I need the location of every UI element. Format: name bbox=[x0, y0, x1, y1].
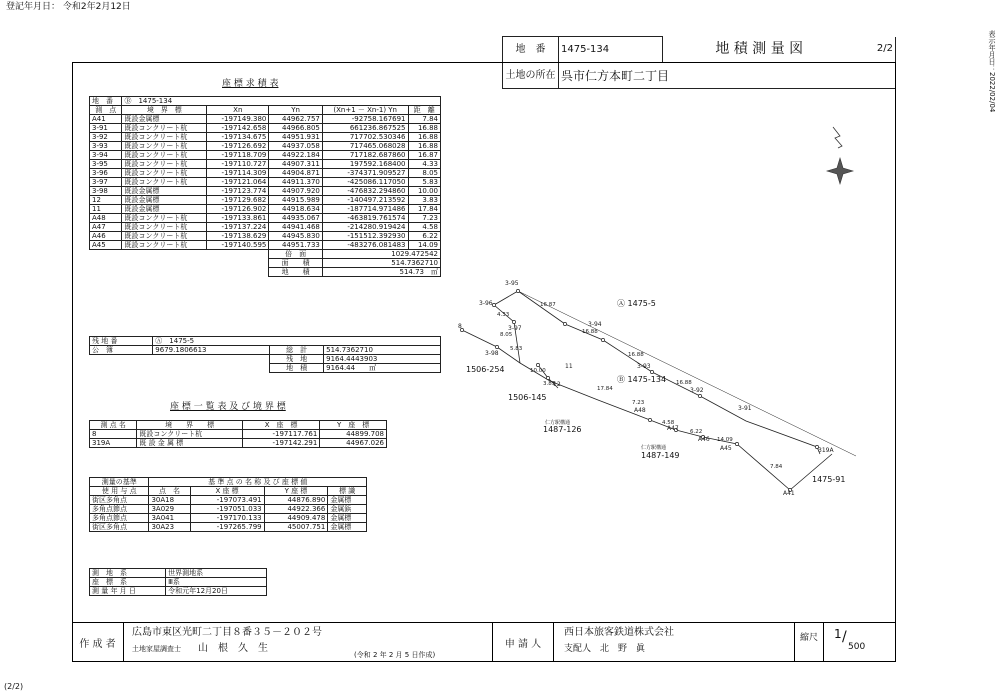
table-cell: -483276.081483 bbox=[322, 241, 408, 250]
table-cell: 717182.687860 bbox=[322, 151, 408, 160]
parcel-label: Ⓐ 1475-5 bbox=[617, 299, 656, 308]
applicant-label: 申 請 人 bbox=[492, 622, 554, 662]
table-cell: -476832.294860 bbox=[322, 187, 408, 196]
table-cell: -425086.117050 bbox=[322, 178, 408, 187]
table-cell: 3A041 bbox=[149, 514, 190, 523]
table-cell: -197123.774 bbox=[207, 187, 269, 196]
table-cell: -197073.491 bbox=[190, 496, 264, 505]
remain-area: 9164.4443903 bbox=[324, 355, 441, 364]
table-cell: 7.84 bbox=[408, 115, 440, 124]
survey-map bbox=[440, 110, 890, 510]
side-stamp: 表示年月日：2022/02/04 bbox=[988, 30, 996, 113]
distance-label: 3.83 bbox=[543, 381, 556, 387]
table-row bbox=[90, 187, 441, 196]
table-cell: -151512.392930 bbox=[322, 232, 408, 241]
table-row bbox=[90, 430, 387, 439]
page-number: 2/2 bbox=[856, 37, 896, 63]
table-cell: -187714.971486 bbox=[322, 205, 408, 214]
table-row bbox=[90, 196, 441, 205]
table-cell: 世界測地系 bbox=[166, 569, 267, 578]
survey-point-marker bbox=[563, 322, 566, 325]
registration-date: 登記年月日： 令和2年2月12日 bbox=[6, 2, 131, 12]
lot-label: 地 番 bbox=[503, 37, 559, 63]
point-label: 3-93 bbox=[637, 363, 651, 370]
table-cell: 3-92 bbox=[90, 133, 122, 142]
table-row bbox=[90, 169, 441, 178]
distance-label: 16.87 bbox=[540, 302, 556, 308]
table-cell: Ⅲ系 bbox=[166, 578, 267, 587]
column-header: Y 座 標 bbox=[320, 421, 387, 430]
table-row bbox=[90, 587, 267, 596]
column-header: 測 点 bbox=[90, 106, 122, 115]
table-cell: 既設コンクリート杭 bbox=[122, 160, 207, 169]
table-cell: 8.05 bbox=[408, 169, 440, 178]
distance-label: 17.84 bbox=[597, 386, 613, 392]
table-cell: 金属鋲 bbox=[328, 505, 367, 514]
point-label: A47 bbox=[667, 425, 679, 432]
table-row bbox=[90, 578, 267, 587]
table-cell: 44951.733 bbox=[269, 241, 322, 250]
table-cell: -197133.861 bbox=[207, 214, 269, 223]
table-cell: -214280.919424 bbox=[322, 223, 408, 232]
column-header: 標 識 bbox=[328, 487, 367, 496]
table-cell: 測 地 系 bbox=[90, 569, 166, 578]
table-cell: 街区多角点 bbox=[90, 523, 149, 532]
point-label: A41 bbox=[783, 490, 795, 497]
distance-label: 5.83 bbox=[510, 346, 523, 352]
table-cell: 既設コンクリート杭 bbox=[122, 232, 207, 241]
lot-mark: Ⓑ bbox=[124, 97, 132, 105]
table-cell: 44935.067 bbox=[269, 214, 322, 223]
table-cell: 既設コンクリート杭 bbox=[122, 241, 207, 250]
table-cell: 3-93 bbox=[90, 142, 122, 151]
distance-label: 16.88 bbox=[582, 329, 598, 335]
table-cell: 既設コンクリート杭 bbox=[122, 151, 207, 160]
maker-label: 作 成 者 bbox=[72, 622, 124, 662]
parcel-label: 1475-91 bbox=[812, 475, 846, 484]
table-cell: 44876.890 bbox=[264, 496, 328, 505]
table-cell: 既設コンクリート杭 bbox=[122, 133, 207, 142]
table-cell: 44918.634 bbox=[269, 205, 322, 214]
table-cell: -140497.213592 bbox=[322, 196, 408, 205]
table-cell: A47 bbox=[90, 223, 122, 232]
point-label: 3-92 bbox=[690, 387, 704, 394]
table-cell: 17.84 bbox=[408, 205, 440, 214]
table-cell: 6.22 bbox=[408, 232, 440, 241]
scale-denominator: 500 bbox=[848, 642, 866, 652]
table-cell: 既設コンクリート杭 bbox=[122, 124, 207, 133]
area-table: 地 番 Ⓑ 1475-134 測 点 境 界 標 Xn Yn (Xn+1 － Xn-1) Yn 距 離 A41 既設金属標 -197149.380 44962.757 -92758.167691 7.84 3-91 既設コンクリート杭 -197142.658 44966.805 661236.867525 16.88 3-92 既設コンクリート杭 -197134.675 44951.931 717702.530346 16.88 3-93 既設コンクリート杭 -197126.692 44937.058 717465.068028 16.88 3-94 既設コンクリート杭 -197118.709 44922.184 717182.687860 16.87 3-95 既設コンクリート杭 -197110.727 44907.311 197592.168400 4.33 3-96 既設コンクリート杭 -197114.309 44904.871 -374371.909527 8.05 3-97 既設コンクリート杭 -197121.064 44911.370 -425086.117050 5.83 3-98 既設金属標 -197123.774 44907.920 -476832.294860 10.00 12 既設金属標 -197129.682 44915.989 -140497.213592 3.83 11 既設金属標 -197126.902 44918.634 -187714.971486 17.84 A48 既設コンクリート杭 -197133.861 44935.067 -463819.761574 7.23 A47 既設コンクリート杭 -197137.224 44941.468 -214280.919424 4.58 A46 既設コンクリート杭 -197138.629 44945.830 -151512.392930 6.22 A45 既設コンクリート杭 -197140.595 44951.733 -483276.081483 14.09 倍 面 1029.472542 面 積 514.7362710 地 積 514.73 ㎡ bbox=[89, 96, 441, 277]
table-cell: -92758.167691 bbox=[322, 115, 408, 124]
distance-label: 16.88 bbox=[676, 380, 692, 386]
column-header: Xn bbox=[207, 106, 269, 115]
column-header: 境 界 標 bbox=[122, 106, 207, 115]
table-cell: A46 bbox=[90, 232, 122, 241]
table-cell: -197118.709 bbox=[207, 151, 269, 160]
table-cell: 多角点節点 bbox=[90, 505, 149, 514]
total-area: 514.7362710 bbox=[324, 346, 441, 355]
point-label: 11 bbox=[565, 363, 573, 370]
column-header: Yn bbox=[269, 106, 322, 115]
distance-label: 14.09 bbox=[717, 437, 733, 443]
location-value: 呉市仁方本町二丁目 bbox=[559, 63, 896, 89]
table-cell: -197137.224 bbox=[207, 223, 269, 232]
table-cell: 44951.931 bbox=[269, 133, 322, 142]
points-table bbox=[89, 420, 387, 448]
table-cell: -197129.682 bbox=[207, 196, 269, 205]
table-cell: -197149.380 bbox=[207, 115, 269, 124]
parcel-label: 1506-145 bbox=[508, 393, 547, 402]
double-area: 1029.472542 bbox=[322, 250, 440, 259]
table-row bbox=[90, 205, 441, 214]
table-cell: -197142.658 bbox=[207, 124, 269, 133]
distance-label: 16.88 bbox=[628, 352, 644, 358]
column-header: Y 座 標 bbox=[264, 487, 328, 496]
table-cell: 16.88 bbox=[408, 124, 440, 133]
table-cell: 12 bbox=[90, 196, 122, 205]
table-cell: -197142.291 bbox=[242, 439, 319, 448]
table-row bbox=[90, 223, 441, 232]
table-cell: 多角点節点 bbox=[90, 514, 149, 523]
table-cell: 既設コンクリート杭 bbox=[122, 223, 207, 232]
table-cell: 44904.871 bbox=[269, 169, 322, 178]
parcel-label: 1506-254 bbox=[466, 365, 505, 374]
table-cell: 44915.989 bbox=[269, 196, 322, 205]
table-cell: 44899.708 bbox=[320, 430, 387, 439]
survey-point-marker bbox=[495, 345, 498, 348]
table-cell: 既設コンクリート杭 bbox=[122, 214, 207, 223]
table-cell: 金属標 bbox=[328, 523, 367, 532]
table-row bbox=[90, 232, 441, 241]
survey-point-marker bbox=[546, 376, 549, 379]
maker-date: (令和 2 年 2 月 5 日作成) bbox=[354, 651, 436, 659]
applicant-rep: 支配人 北 野 眞 bbox=[564, 644, 646, 654]
point-label: 3-95 bbox=[505, 280, 519, 287]
table-cell: 既設金属標 bbox=[122, 187, 207, 196]
distance-label: 4.33 bbox=[497, 312, 510, 318]
lot-label: 地 番 bbox=[90, 97, 122, 106]
point-label: 12 bbox=[553, 381, 561, 388]
table-cell: 44966.805 bbox=[269, 124, 322, 133]
column-header: X 座 標 bbox=[190, 487, 264, 496]
table-cell: 16.88 bbox=[408, 133, 440, 142]
drawing-title: 地 積 測 量 図 bbox=[663, 37, 856, 63]
column-header: 距 離 bbox=[408, 106, 440, 115]
table-cell: 3-96 bbox=[90, 169, 122, 178]
scale-label: 縮尺 bbox=[794, 622, 824, 662]
table-cell: 44907.311 bbox=[269, 160, 322, 169]
table-cell: 8 bbox=[90, 430, 137, 439]
table-cell: 4.33 bbox=[408, 160, 440, 169]
table-cell: 30A23 bbox=[149, 523, 190, 532]
table-row bbox=[90, 523, 367, 532]
table-cell: 3.83 bbox=[408, 196, 440, 205]
table-row bbox=[90, 241, 441, 250]
table-cell: -197126.692 bbox=[207, 142, 269, 151]
distance-label: 10.00 bbox=[530, 368, 546, 374]
applicant-company: 西日本旅客鉄道株式会社 bbox=[564, 627, 674, 638]
table-cell: -197140.595 bbox=[207, 241, 269, 250]
reference-table: 測量の基準 基 準 点 の 名 称 及 び 座 標 値 使 用 与 点 点 名 X 座 標 Y 座 標 標 識 街区多角点 30A18 -197073.491 44876.890 金属標 多角点節点 3A029 -197051.033 44922.366 金属鋲 多角点節点 3A041 -197170.133 44909.478 金属標 街区多角点 30A23 -197265.799 45007.751 金属標 bbox=[89, 477, 367, 532]
table-cell: 7.23 bbox=[408, 214, 440, 223]
survey-point-marker bbox=[650, 370, 653, 373]
point-label: 3-94 bbox=[588, 321, 602, 328]
column-header: 境 界 標 bbox=[137, 421, 243, 430]
column-header: X 座 標 bbox=[242, 421, 319, 430]
table-cell: 既設コンクリート杭 bbox=[137, 430, 243, 439]
table-cell: 44922.366 bbox=[264, 505, 328, 514]
maker-address: 広島市東区光町二丁目８番３５－２０２号 bbox=[132, 627, 322, 638]
lot-value: 1475-134 bbox=[138, 97, 173, 105]
table-cell: 14.09 bbox=[408, 241, 440, 250]
table-cell: 44937.058 bbox=[269, 142, 322, 151]
table-cell: 319A bbox=[90, 439, 137, 448]
public-record-area: 9679.1806613 bbox=[153, 346, 270, 355]
parcel-label: 1487-149 bbox=[641, 451, 680, 460]
table-cell: 座 標 系 bbox=[90, 578, 166, 587]
table-cell: 既設金属標 bbox=[122, 196, 207, 205]
station-label: 仁方駅構通 bbox=[641, 445, 667, 451]
table-cell: 3-91 bbox=[90, 124, 122, 133]
remain-land: 9164.44 bbox=[326, 364, 356, 372]
table-cell: -197138.629 bbox=[207, 232, 269, 241]
table-cell: A45 bbox=[90, 241, 122, 250]
table-cell: -197110.727 bbox=[207, 160, 269, 169]
parcel-label: Ⓑ 1475-134 bbox=[617, 375, 667, 384]
table-cell: 717702.530346 bbox=[322, 133, 408, 142]
table-cell: 3-98 bbox=[90, 187, 122, 196]
table-cell: 197592.168400 bbox=[322, 160, 408, 169]
table-cell: -197117.761 bbox=[242, 430, 319, 439]
points-table-title: 座 標 一 覧 表 及 び 境 界 標 bbox=[170, 402, 286, 412]
table-cell: -197126.902 bbox=[207, 205, 269, 214]
table-cell: 16.88 bbox=[408, 142, 440, 151]
table-row bbox=[90, 496, 367, 505]
table-cell: 44909.478 bbox=[264, 514, 328, 523]
land-area: 514.73 bbox=[399, 268, 424, 276]
table-cell: -197134.675 bbox=[207, 133, 269, 142]
point-label: 8 bbox=[458, 323, 462, 330]
table-cell: 既設金属標 bbox=[122, 115, 207, 124]
lot-value: 1475-134 bbox=[559, 37, 663, 63]
point-label: A48 bbox=[634, 407, 646, 414]
table-row bbox=[90, 115, 441, 124]
table-row bbox=[90, 151, 441, 160]
table-cell: 街区多角点 bbox=[90, 496, 149, 505]
table-cell: -197051.033 bbox=[190, 505, 264, 514]
table-row bbox=[90, 214, 441, 223]
column-header: 点 名 bbox=[149, 487, 190, 496]
table-cell: -197265.799 bbox=[190, 523, 264, 532]
distance-label: 6.22 bbox=[690, 429, 703, 435]
distance-label: 7.23 bbox=[632, 400, 645, 406]
table-cell: -197170.133 bbox=[190, 514, 264, 523]
table-row bbox=[90, 178, 441, 187]
table-cell: 44945.830 bbox=[269, 232, 322, 241]
table-row bbox=[90, 514, 367, 523]
table-cell: A48 bbox=[90, 214, 122, 223]
point-label: A46 bbox=[698, 436, 710, 443]
table-cell: 44922.184 bbox=[269, 151, 322, 160]
page-note: (2/2) bbox=[4, 682, 24, 691]
point-label: 3-98 bbox=[485, 350, 499, 357]
scale-numerator: 1 bbox=[834, 627, 842, 641]
table-row bbox=[90, 142, 441, 151]
station-label: 仁方駅構通 bbox=[545, 420, 571, 426]
table-cell: 既 設 金 属 標 bbox=[137, 439, 243, 448]
table-row bbox=[90, 160, 441, 169]
table-cell: 5.83 bbox=[408, 178, 440, 187]
table-cell: 44911.370 bbox=[269, 178, 322, 187]
survey-point-marker bbox=[516, 289, 519, 292]
table-cell: 16.87 bbox=[408, 151, 440, 160]
table-cell: A41 bbox=[90, 115, 122, 124]
table-cell: -374371.909527 bbox=[322, 169, 408, 178]
boundary-top bbox=[494, 291, 518, 305]
survey-point-marker bbox=[601, 338, 604, 341]
distance-label: 4.58 bbox=[662, 420, 675, 426]
table-cell: 661236.867525 bbox=[322, 124, 408, 133]
table-cell: 令和元年12月20日 bbox=[166, 587, 267, 596]
table-cell: 4.58 bbox=[408, 223, 440, 232]
table-cell: 717465.068028 bbox=[322, 142, 408, 151]
table-cell: 3-97 bbox=[90, 178, 122, 187]
table-cell: 45007.751 bbox=[264, 523, 328, 532]
table-cell: 既設コンクリート杭 bbox=[122, 178, 207, 187]
table-cell: 3A029 bbox=[149, 505, 190, 514]
system-table bbox=[89, 568, 267, 596]
table-row bbox=[90, 439, 387, 448]
table-row bbox=[90, 569, 267, 578]
table-cell: 44967.026 bbox=[320, 439, 387, 448]
table-cell: 既設金属標 bbox=[122, 205, 207, 214]
table-cell: -197114.309 bbox=[207, 169, 269, 178]
table-cell: 測 量 年 月 日 bbox=[90, 587, 166, 596]
survey-point-marker bbox=[512, 320, 515, 323]
survey-point-marker bbox=[735, 442, 738, 445]
column-header: 測 点 名 bbox=[90, 421, 137, 430]
distance-label: 8.05 bbox=[500, 332, 513, 338]
remain-table: 残 地 番 Ⓐ 1475-5 公 簿 9679.1806613 総 計 514.7362710 残 地 9164.4443903 地 積 9164.44 ㎡ bbox=[89, 336, 441, 373]
parcel-label: 1487-126 bbox=[543, 425, 582, 434]
table-cell: 3-94 bbox=[90, 151, 122, 160]
table-cell: 3-95 bbox=[90, 160, 122, 169]
table-cell: 金属標 bbox=[328, 496, 367, 505]
column-header: (Xn+1 － Xn-1) Yn bbox=[322, 106, 408, 115]
survey-point-marker bbox=[492, 303, 495, 306]
area-table-title: 座 標 求 積 表 bbox=[222, 79, 279, 89]
area-value: 514.7362710 bbox=[322, 259, 440, 268]
maker-name: 山 根 久 生 bbox=[198, 643, 268, 654]
distance-label: 7.84 bbox=[770, 464, 783, 470]
column-header: 使 用 与 点 bbox=[90, 487, 149, 496]
table-cell: 既設コンクリート杭 bbox=[122, 142, 207, 151]
north-arrow-icon bbox=[827, 127, 853, 184]
table-cell: 30A18 bbox=[149, 496, 190, 505]
point-label: 3-91 bbox=[738, 405, 752, 412]
maker-title: 土地家屋調査士 bbox=[132, 645, 181, 653]
table-row bbox=[90, 505, 367, 514]
point-label: 3-96 bbox=[479, 300, 493, 307]
table-cell: 44907.920 bbox=[269, 187, 322, 196]
survey-point-marker bbox=[698, 394, 701, 397]
point-label: 3-97 bbox=[508, 325, 522, 332]
table-cell: 既設コンクリート杭 bbox=[122, 169, 207, 178]
table-cell: 44962.757 bbox=[269, 115, 322, 124]
table-row bbox=[90, 133, 441, 142]
location-label: 土地の所在 bbox=[503, 63, 559, 89]
table-cell: 10.00 bbox=[408, 187, 440, 196]
table-cell: -197121.064 bbox=[207, 178, 269, 187]
survey-point-marker bbox=[536, 363, 539, 366]
point-label: A45 bbox=[720, 445, 732, 452]
table-cell: 44941.468 bbox=[269, 223, 322, 232]
table-cell: -463819.761574 bbox=[322, 214, 408, 223]
survey-point-marker bbox=[648, 418, 651, 421]
table-cell: 金属標 bbox=[328, 514, 367, 523]
table-row bbox=[90, 124, 441, 133]
table-cell: 11 bbox=[90, 205, 122, 214]
scale-slash: / bbox=[842, 629, 847, 645]
point-label: 319A bbox=[818, 447, 834, 454]
